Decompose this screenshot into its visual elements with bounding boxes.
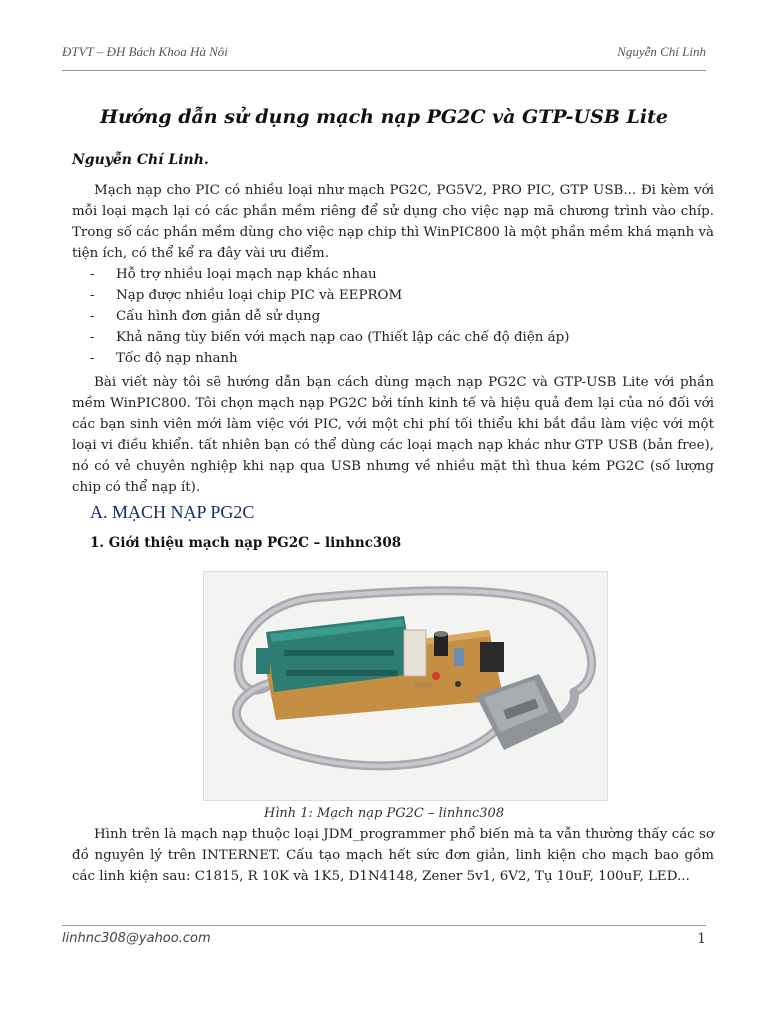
subsection-heading: 1. Giới thiệu mạch nạp PG2C – linhnc308 bbox=[90, 535, 402, 551]
list-item bbox=[90, 285, 569, 306]
footer-email: linhnc308@yahoo.com bbox=[62, 931, 211, 946]
bullet-dash: - bbox=[90, 309, 95, 324]
header-rule bbox=[62, 70, 706, 71]
figure-caption: Hình 1: Mạch nạp PG2C – linhnc308 bbox=[263, 806, 505, 821]
list-item bbox=[90, 264, 569, 285]
page-number: 1 bbox=[697, 931, 706, 947]
footer-rule bbox=[62, 925, 706, 926]
list-item bbox=[90, 348, 569, 369]
document-title: Hướng dẫn sử dụng mạch nạp PG2C và GTP-USB Lite bbox=[100, 106, 668, 128]
list-item-text: Nạp được nhiều loại chip PIC và EEPROM bbox=[116, 288, 403, 303]
programmer-board-photo bbox=[203, 571, 608, 801]
list-item-text: Hỗ trợ nhiều loại mạch nạp khác nhau bbox=[116, 267, 377, 282]
intro-paragraph: Mạch nạp cho PIC có nhiều loại như mạch PG2C, PG5V2, PRO PIC, GTP USB... Đi kèm với mỗi loại mạch lại có các phần mềm riêng để sử dụng cho việc nạp mã chương trình vào chíp. Trong số các phần mềm dùng cho việc nạp chip thì WinPIC800 là một phần mềm khá mạnh và tiện ích, có thể kể ra đây vài ưu điểm. bbox=[72, 183, 715, 261]
author-name: Nguyễn Chí Linh. bbox=[72, 152, 209, 168]
bullet-dash: - bbox=[90, 351, 95, 366]
section-heading: A. MẠCH NẠP PG2C bbox=[90, 502, 255, 522]
programmer-board-illustration bbox=[204, 572, 607, 800]
header-right-text: Nguyễn Chí Linh bbox=[617, 44, 706, 59]
list-item bbox=[90, 306, 569, 327]
bullet-dash: - bbox=[90, 267, 95, 282]
feature-list bbox=[90, 264, 569, 369]
third-paragraph: Hình trên là mạch nạp thuộc loại JDM_programmer phổ biến mà ta vẫn thường thấy các sơ đồ nguyên lý trên INTERNET. Cấu tạo mạch hết sức đơn giản, linh kiện cho mạch bao gồm các linh kiện sau: C1815, R 10K và 1K5, D1N4148, Zener 5v1, 6V2, Tụ 10uF, 100uF, LED... bbox=[72, 827, 714, 884]
list-item-text: Tốc độ nạp nhanh bbox=[116, 351, 238, 366]
header-left-text: ĐTVT – ĐH Bách Khoa Hà Nôi bbox=[62, 44, 228, 59]
list-item-text: Khả năng tùy biến với mạch nạp cao (Thiết lập các chế độ điện áp) bbox=[116, 330, 570, 345]
list-item bbox=[90, 327, 569, 348]
bullet-dash: - bbox=[90, 288, 95, 303]
list-item-text: Cấu hình đơn giản dễ sử dụng bbox=[116, 309, 321, 324]
bullet-dash: - bbox=[90, 330, 95, 345]
second-paragraph: Bài viết này tôi sẽ hướng dẫn bạn cách dùng mạch nạp PG2C và GTP-USB Lite với phần mềm WinPIC800. Tôi chọn mạch nạp PG2C bởi tính kinh tế và hiệu quả đem lại của nó đối với các bạn sinh viên mới làm việc với PIC, với một chi phí tối thiểu khi bắt đầu làm việc với một loại vi điều khiển. tất nhiên bạn có thể dùng các loại mạch nạp khác như GTP USB (bản free), nó có vẻ chuyên nghiệp khi nạp qua USB nhưng về nhiều mặt thì thua kém PG2C (số lượng chip có thể nạp ít). bbox=[72, 375, 714, 495]
